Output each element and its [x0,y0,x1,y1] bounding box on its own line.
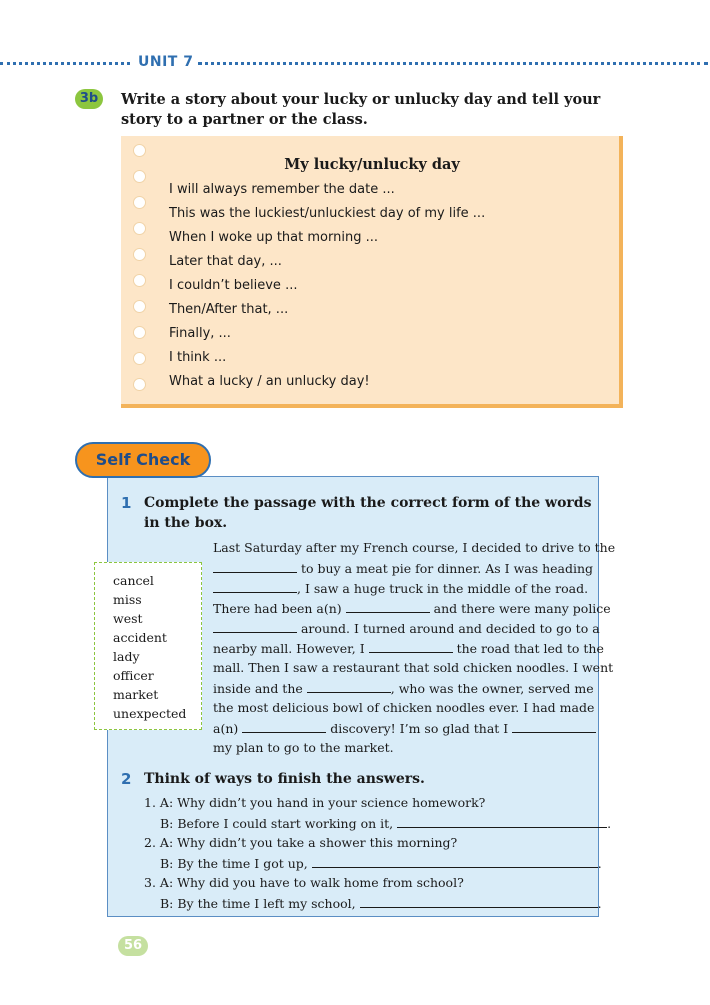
answer-blank[interactable] [312,855,598,868]
passage-text: nearby mall. However, I [213,641,365,656]
passage-text: inside and the [213,681,303,696]
unit-header [0,54,710,72]
passage-line [213,560,593,576]
passage-text: There had been a(n) [213,601,342,616]
answer-blank[interactable] [213,580,297,593]
binder-ring [133,378,146,391]
passage-line [213,700,594,715]
q2-item-b: B: By the time I left my school, [160,896,356,911]
note-line: I couldn’t believe ... [169,278,298,293]
passage-text: the road that led to the [456,641,604,656]
q2-item-number: 1. [144,795,156,810]
passage-text: , I saw a huge truck in the middle of the road. [297,581,589,596]
binder-ring [133,352,146,365]
answer-blank[interactable] [242,720,326,733]
note-line: Finally, ... [169,326,231,341]
question-1-number: 1 [121,494,132,512]
passage-line [213,620,600,636]
question-2-number: 2 [121,770,132,788]
passage-text: discovery! I’m so glad that I [330,721,509,736]
self-check-title: Self Check [75,442,211,478]
word-box [94,562,202,730]
passage-line [213,600,611,616]
binder-ring [133,248,146,261]
header-dots-left [0,62,130,65]
q2-item-question [144,795,485,810]
q2-item-answer [160,815,611,831]
binder-ring [133,326,146,339]
note-line: Later that day, ... [169,254,282,269]
passage-text: my plan to go to the market. [213,740,394,755]
note-line: I think ... [169,350,227,365]
word-box-item: lady [113,649,140,664]
answer-blank[interactable] [213,560,297,573]
passage-text: mall. Then I saw a restaurant that sold chicken noodles. I went [213,660,614,675]
note-line: I will always remember the date ... [169,182,395,197]
passage-text: to buy a meat pie for dinner. As I was heading [300,561,594,576]
end-mark: . [597,856,602,871]
unit-label: UNIT 7 [138,54,194,70]
binder-ring [133,300,146,313]
passage-text: Last Saturday after my French course, I decided to drive to the [213,540,616,555]
question-1-instruction: Complete the passage with the correct form of the words in the box. [144,495,592,531]
passage-line [213,580,588,596]
word-box-item: cancel [113,573,154,588]
passage-line [213,680,594,696]
answer-blank[interactable] [360,895,598,908]
q2-item-a: A: Why didn’t you take a shower this morning? [159,835,458,850]
answer-blank[interactable] [307,680,391,693]
passage-line [213,640,604,656]
q2-item-number: 2. [144,835,156,850]
answer-blank[interactable] [213,620,297,633]
binder-ring [133,196,146,209]
answer-blank[interactable] [512,720,596,733]
end-mark: . [597,896,602,911]
note-line: When I woke up that morning ... [169,230,378,245]
answer-blank[interactable] [397,815,607,828]
note-title: My lucky/unlucky day [284,156,460,173]
note-line: What a lucky / an unlucky day! [169,374,370,389]
passage-text: , who was the owner, served me [390,681,594,696]
word-box-item: officer [113,668,154,683]
end-mark: . [607,816,612,831]
answer-blank[interactable] [346,600,430,613]
page-number: 56 [118,936,148,956]
word-box-item: market [113,687,159,702]
binder-ring [133,222,146,235]
q2-item-question [144,835,457,850]
word-box-item: miss [113,592,142,607]
q2-item-answer [160,895,602,911]
exercise-badge: 3b [75,89,103,109]
passage-text: and there were many police [433,601,611,616]
story-prompt-note [121,136,623,408]
passage-text: a(n) [213,721,239,736]
q2-item-b: B: By the time I got up, [160,856,308,871]
passage-text: the most delicious bowl of chicken noodles ever. I had made [213,700,595,715]
word-box-item: west [113,611,143,626]
q2-item-number: 3. [144,875,156,890]
passage-text: around. I turned around and decided to go to a [300,621,600,636]
word-box-item: unexpected [113,706,187,721]
exercise-instruction: Write a story about your lucky or unlucky day and tell your story to a partner or the class. [121,91,601,128]
note-line: This was the luckiest/unluckiest day of my life ... [169,206,486,221]
binder-ring [133,274,146,287]
word-box-item: accident [113,630,167,645]
passage-line [213,720,596,736]
passage-line [213,540,615,555]
q2-item-a: A: Why didn’t you hand in your science homework? [159,795,486,810]
q2-item-a: A: Why did you have to walk home from school? [159,875,464,890]
q2-item-b: B: Before I could start working on it, [160,816,394,831]
q2-item-answer [160,855,602,871]
q2-item-question [144,875,464,890]
header-dots-right [198,62,708,65]
answer-blank[interactable] [369,640,453,653]
note-line: Then/After that, ... [169,302,289,317]
question-2-instruction: Think of ways to finish the answers. [144,771,425,787]
passage-line [213,660,613,675]
passage-line [213,740,394,755]
